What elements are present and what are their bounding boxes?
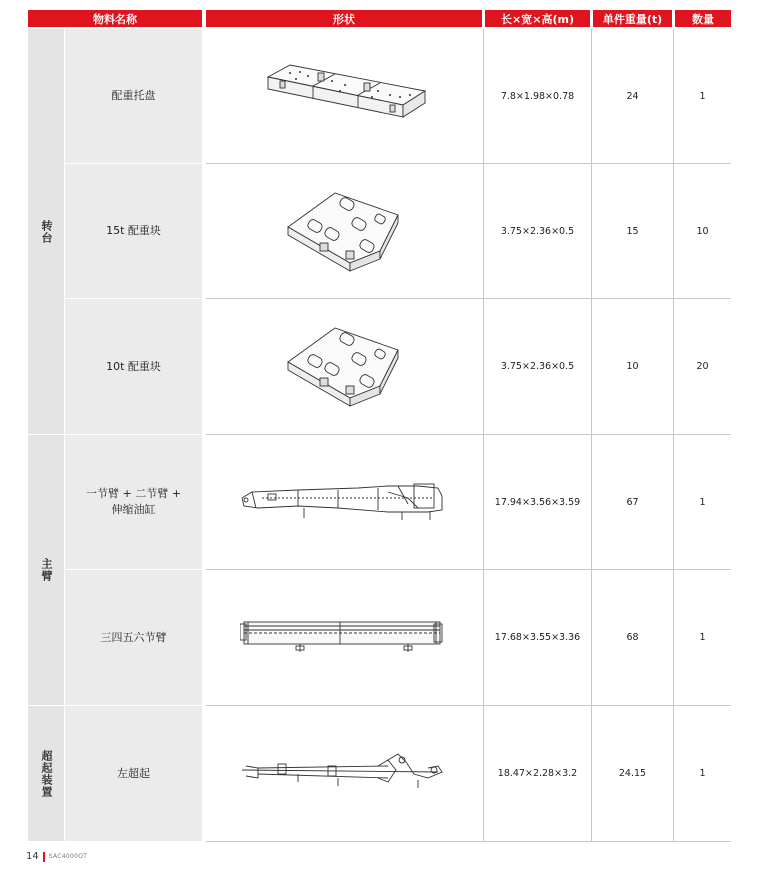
- row-divider: [206, 841, 731, 842]
- counterweight-block-drawing: [280, 185, 405, 275]
- row-4-name: [65, 435, 202, 569]
- page-number: 14: [26, 851, 39, 862]
- counterweight-tray-drawing: [260, 55, 430, 130]
- row-5-dims: 17.68×3.55×3.36: [494, 632, 581, 643]
- group-label-turntable: 转台: [40, 219, 53, 244]
- group-label-superlift: 超起装置: [40, 749, 53, 798]
- footer-accent-bar: [43, 852, 45, 862]
- name-divider: [65, 434, 202, 435]
- doc-id: SAC4000OT: [48, 853, 88, 860]
- header-shape: 形状: [206, 10, 482, 27]
- superlift-drawing: [238, 748, 448, 796]
- row-5-weight: 68: [626, 632, 639, 643]
- row-4-name-line1: 一节臂 + 二节臂 +: [86, 487, 181, 500]
- row-5-qty: 1: [699, 632, 706, 643]
- row-4-dims: 17.94×3.56×3.59: [494, 496, 581, 508]
- row-1-dims: 7.8×1.98×0.78: [500, 90, 575, 102]
- row-3-weight: 10: [626, 361, 639, 372]
- row-4-name-line2: 伸缩油缸: [111, 503, 156, 516]
- row-6-weight: 24.15: [618, 768, 647, 779]
- row-1-weight: 24: [626, 90, 639, 102]
- name-divider: [65, 569, 202, 570]
- header-dims: 长×宽×高(m): [485, 10, 590, 27]
- row-2-name: 15t 配重块: [65, 164, 202, 298]
- row-3-dims: 3.75×2.36×0.5: [500, 361, 575, 372]
- row-3-qty: 20: [696, 361, 709, 372]
- header-weight: 单件重量(t): [593, 10, 672, 27]
- row-1-qty: 1: [699, 90, 706, 102]
- page-footer: [26, 851, 87, 862]
- row-5-name: 三四五六节臂: [65, 570, 202, 705]
- boom-section-drawing: [238, 478, 448, 526]
- row-6-dims: 18.47×2.28×3.2: [497, 768, 578, 779]
- name-divider: [65, 298, 202, 299]
- row-4-weight: 67: [626, 496, 639, 508]
- name-divider: [65, 705, 202, 706]
- row-2-weight: 15: [626, 225, 639, 237]
- counterweight-block-drawing: [280, 320, 405, 410]
- row-4-qty: 1: [699, 496, 706, 508]
- row-6-name: 左超起: [65, 706, 202, 841]
- row-2-dims: 3.75×2.36×0.5: [500, 225, 575, 237]
- row-2-qty: 10: [696, 225, 709, 237]
- group-label-main-boom: 主臂: [40, 558, 53, 582]
- boom-section-3-6-drawing: [240, 616, 445, 656]
- row-6-qty: 1: [699, 768, 706, 779]
- name-divider: [65, 163, 202, 164]
- row-3-name: 10t 配重块: [65, 299, 202, 434]
- header-name: 物料名称: [28, 10, 202, 27]
- header-qty: 数量: [675, 10, 731, 27]
- row-1-name: 配重托盘: [65, 29, 202, 163]
